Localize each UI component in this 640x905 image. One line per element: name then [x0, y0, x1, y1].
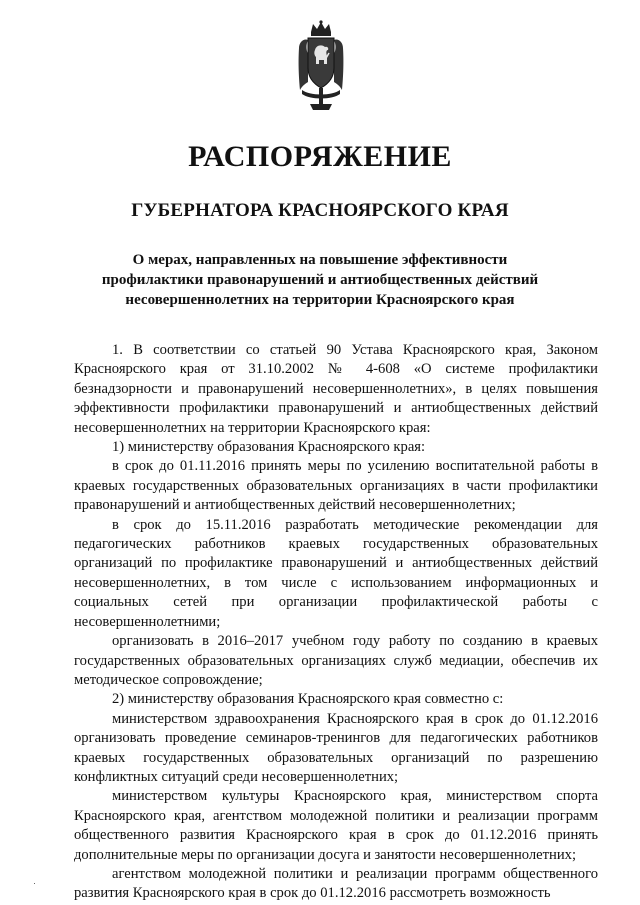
paragraph: в срок до 01.11.2016 принять меры по усилению воспитательной работы в краевых государственных образовательных организациях в части профилактики правонарушений и антиобщественных действий несовершеннолетних;	[74, 458, 598, 514]
paragraph: организовать в 2016–2017 учебном году работу по созданию в краевых государственных образовательных организациях служб медиации, обеспечив их методическое сопровождение;	[74, 633, 598, 688]
paragraph: министерством культуры Красноярского края, министерством спорта Красноярского края, агентством молодежной политики и реализации программ общественного развития Красноярского края в срок до 01.12.2016 принять дополнительные меры по организации досуга и занятости несовершеннолетних;	[74, 788, 598, 863]
document-title: РАСПОРЯЖЕНИЕ	[188, 140, 452, 173]
paragraph: 1. В соответствии со статьей 90 Устава Красноярского края, Законом Красноярского края от 31.10.2002 № 4-608 «О системе профилактики безнадзорности и правонарушений несовершеннолетних», в целях повышения эффективности профилактики правонарушений и антиобщественных действий несовершеннолетних на территории Красноярского края:	[74, 342, 598, 436]
paragraph: 2) министерству образования Красноярского края совместно с:	[112, 691, 504, 708]
document-subtitle: ГУБЕРНАТОРА КРАСНОЯРСКОГО КРАЯ	[131, 200, 509, 221]
paragraph: в срок до 15.11.2016 разработать методические рекомендации для педагогических работников краевых государственных образовательных организаций по профилактике правонарушений и антиобщественных действий несовершеннолетних, в том числе с использованием информационных и социальных сетей при организации профилактической работы с несовершеннолетними;	[74, 516, 598, 630]
document-body	[74, 341, 598, 904]
document-heading: О мерах, направленных на повышение эффективности профилактики правонарушений и антиобщественных действий несовершеннолетних на территории Красноярского края	[101, 252, 539, 308]
paragraph: министерством здравоохранения Красноярского края в срок до 01.12.2016 организовать проведение семинаров-тренингов для педагогических работников краевых государственных образовательных организаций по разрешению конфликтных ситуаций среди несовершеннолетних;	[74, 710, 598, 785]
paragraph: агентством молодежной политики и реализации программ общественного развития Красноярского края в срок до 01.12.2016 рассмотреть возможность	[74, 865, 598, 902]
scan-speck	[34, 883, 35, 884]
coat-of-arms-icon	[296, 20, 346, 112]
paragraph: 1) министерству образования Красноярского края:	[112, 439, 426, 456]
